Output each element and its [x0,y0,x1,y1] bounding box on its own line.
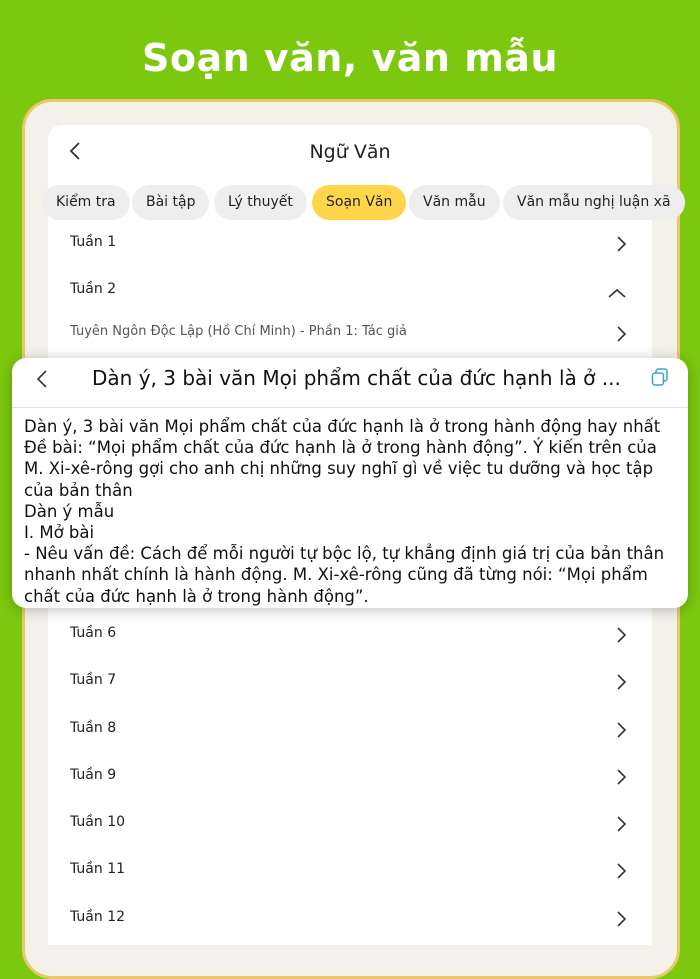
article-line: Đề bài: “Mọi phẩm chất của đức hạnh là ở trong hành động”. Ý kiến trên của M. Xi-xê-rông gợi cho anh chị những suy nghĩ gì về việc tu dưỡng và học tập của bản thân [24,438,657,500]
article-line: Dàn ý, 3 bài văn Mọi phẩm chất của đức hạnh là ở trong hành động hay nhất [24,417,661,436]
tab-ly-thuyet[interactable]: Lý thuyết [214,185,307,220]
article-preview-header [12,358,688,408]
list-item[interactable] [48,612,652,659]
app-header [48,125,652,177]
article-preview-card[interactable] [12,358,688,608]
chevron-right-icon [614,671,628,693]
promo-title: Soạn văn, văn mẫu [141,36,559,80]
tab-soan-van[interactable]: Soạn Văn [312,185,406,220]
list-item-label: Tuần 1 [70,234,117,250]
list-item[interactable] [48,311,652,358]
list-item[interactable] [48,707,652,754]
list-item[interactable] [48,896,652,943]
article-body [24,416,676,607]
list-item-label: Tuần 7 [70,672,117,688]
list-item[interactable] [48,659,652,706]
tab-bar [48,185,671,221]
chevron-right-icon [614,813,628,835]
list-item-label: Tuần 6 [70,625,117,641]
page-title: Ngữ Văn [309,141,391,163]
article-line: Dàn ý mẫu [24,501,115,521]
list-item[interactable] [48,754,652,801]
list-item-label: Tuần 2 [70,281,117,297]
tab-bai-tap[interactable]: Bài tập [132,185,209,220]
list-item[interactable] [48,221,652,268]
article-title: Dàn ý, 3 bài văn Mọi phẩm chất của đức hạnh là ở ... [92,366,621,390]
article-line: - Nêu vấn đề: Cách để mỗi người tự bộc lộ, tự khẳng định giá trị của bản thân nhanh nhất chính là hành động. M. Xi-xê-rông cũng đã từng nói: “Mọi phẩm chất của đức hạnh là ở trong hành động”. [24,544,665,606]
tab-van-mau[interactable]: Văn mẫu [409,185,500,220]
chevron-right-icon [614,719,628,741]
chevron-up-icon [606,282,628,304]
chevron-right-icon [614,624,628,646]
list-item-label: Tuần 10 [70,814,126,830]
chevron-right-icon [614,908,628,930]
chevron-right-icon [614,233,628,255]
chevron-right-icon [614,860,628,882]
tab-kiem-tra[interactable]: Kiểm tra [42,185,130,220]
list-item-label: Tuần 12 [70,909,126,925]
back-arrow-icon[interactable] [34,368,50,390]
copy-icon[interactable] [650,367,670,387]
list-item[interactable] [48,801,652,848]
tab-van-mau-nghi-luan[interactable]: Văn mẫu nghị luận xã [503,185,685,220]
list-item[interactable] [48,268,652,315]
list-item-label: Tuyên Ngôn Độc Lập (Hồ Chí Minh) - Phần 1: Tác giả [70,324,407,339]
chevron-right-icon [614,766,628,788]
list-item-label: Tuần 11 [70,861,126,877]
article-line: I. Mở bài [24,523,95,543]
list-item-label: Tuần 9 [70,767,117,783]
list-item[interactable] [48,848,652,895]
chevron-right-icon [614,323,628,345]
list-item-label: Tuần 8 [70,720,117,736]
